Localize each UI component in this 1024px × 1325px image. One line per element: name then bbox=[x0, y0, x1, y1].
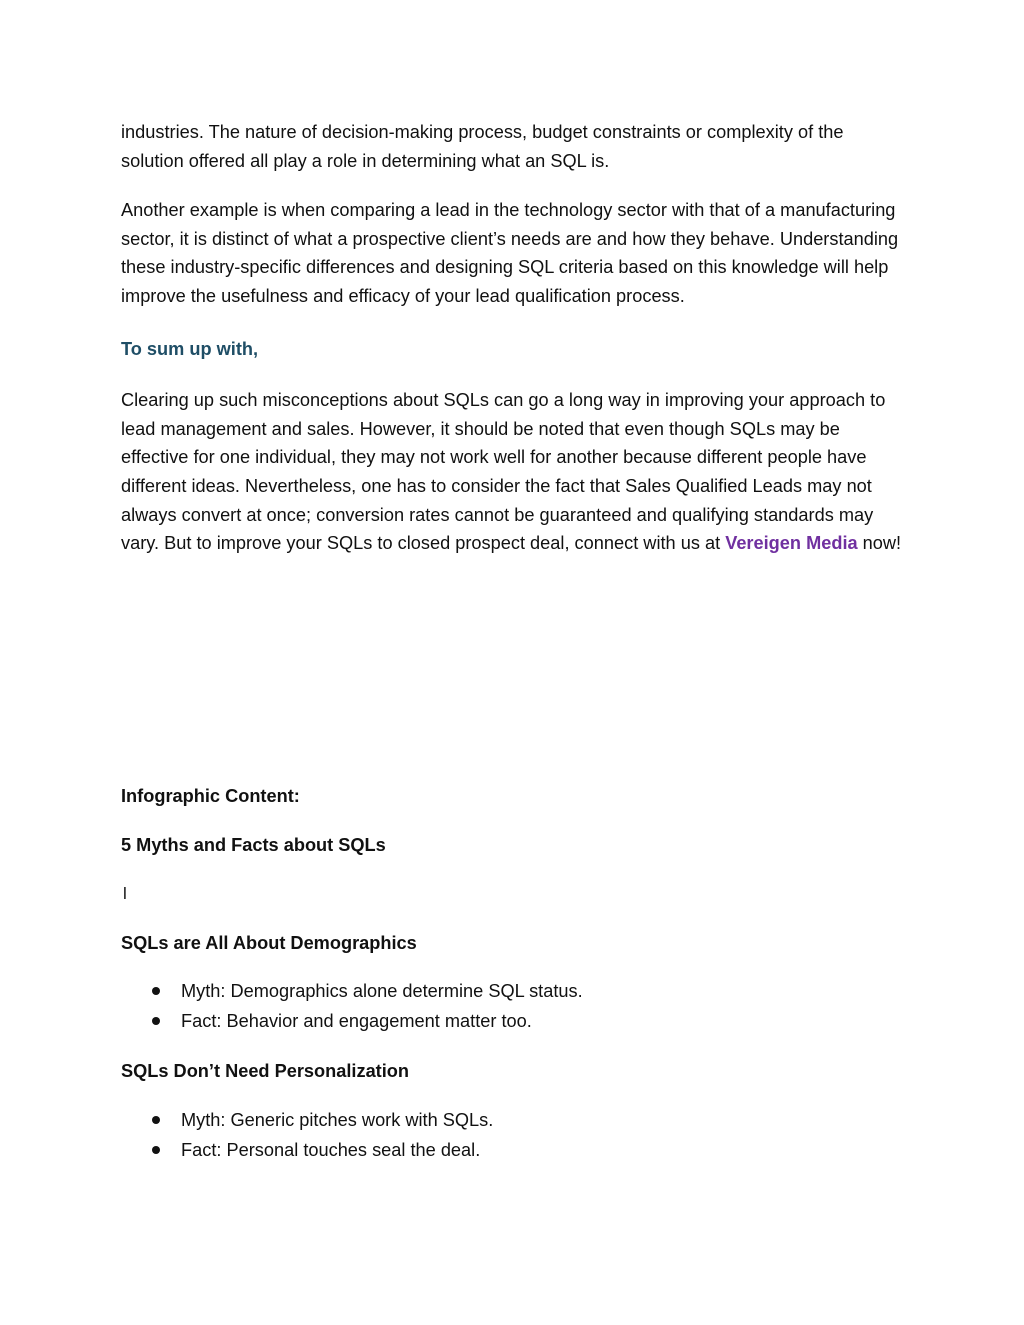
bullet-icon bbox=[152, 1017, 160, 1025]
section-title-demographics: SQLs are All About Demographics bbox=[121, 933, 417, 953]
bullet-icon bbox=[152, 1116, 160, 1124]
list-item bbox=[121, 976, 583, 1006]
personalization-list bbox=[121, 1105, 493, 1165]
conclusion-text: Clearing up such misconceptions about SQLs can go a long way in improving your approach to lead management and sales. However, it should be noted that even though SQLs may be effective for one individual, they may not work well for another because different people have different ideas. Nevertheless, one has to consider the fact that Sales Qualified Leads may not always convert at once; conversion rates cannot be guaranteed and qualifying standards may vary. But to improve your SQLs to closed prospect deal, connect with us at bbox=[121, 390, 886, 554]
list-item-text: Myth: Demographics alone determine SQL status. bbox=[181, 981, 583, 1001]
summary-heading: To sum up with, bbox=[121, 338, 259, 359]
section-title-personalization: SQLs Don’t Need Personalization bbox=[121, 1061, 410, 1081]
paragraph-industry-example: Another example is when comparing a lead in the technology sector with that of a manufacturing sector, it is distinct of what a prospective client’s needs are and how they behave. Understanding these industry-specific differences and designing SQL criteria based on this knowledge will help improve the usefulness and efficacy of your lead qualification process. bbox=[121, 200, 899, 306]
infographic-title: 5 Myths and Facts about SQLs bbox=[121, 835, 386, 855]
stray-mark: l bbox=[123, 884, 127, 903]
paragraph-conclusion bbox=[121, 386, 911, 558]
list-item-text: Fact: Behavior and engagement matter too. bbox=[181, 1011, 532, 1031]
vereigen-media-link[interactable]: Vereigen Media bbox=[725, 533, 858, 554]
list-item bbox=[121, 1105, 493, 1135]
conclusion-end: now! bbox=[857, 533, 902, 554]
document-page bbox=[121, 118, 911, 1160]
list-item bbox=[121, 1135, 493, 1165]
list-item bbox=[121, 1006, 583, 1036]
paragraph-industries: industries. The nature of decision-making process, budget constraints or complexity of the solution offered all play a role in determining what an SQL is. bbox=[121, 122, 844, 171]
list-item-text: Fact: Personal touches seal the deal. bbox=[181, 1140, 481, 1160]
bullet-icon bbox=[152, 987, 160, 995]
bullet-icon bbox=[152, 1146, 160, 1154]
infographic-heading: Infographic Content: bbox=[121, 786, 300, 806]
demographics-list bbox=[121, 976, 583, 1036]
list-item-text: Myth: Generic pitches work with SQLs. bbox=[181, 1110, 494, 1130]
